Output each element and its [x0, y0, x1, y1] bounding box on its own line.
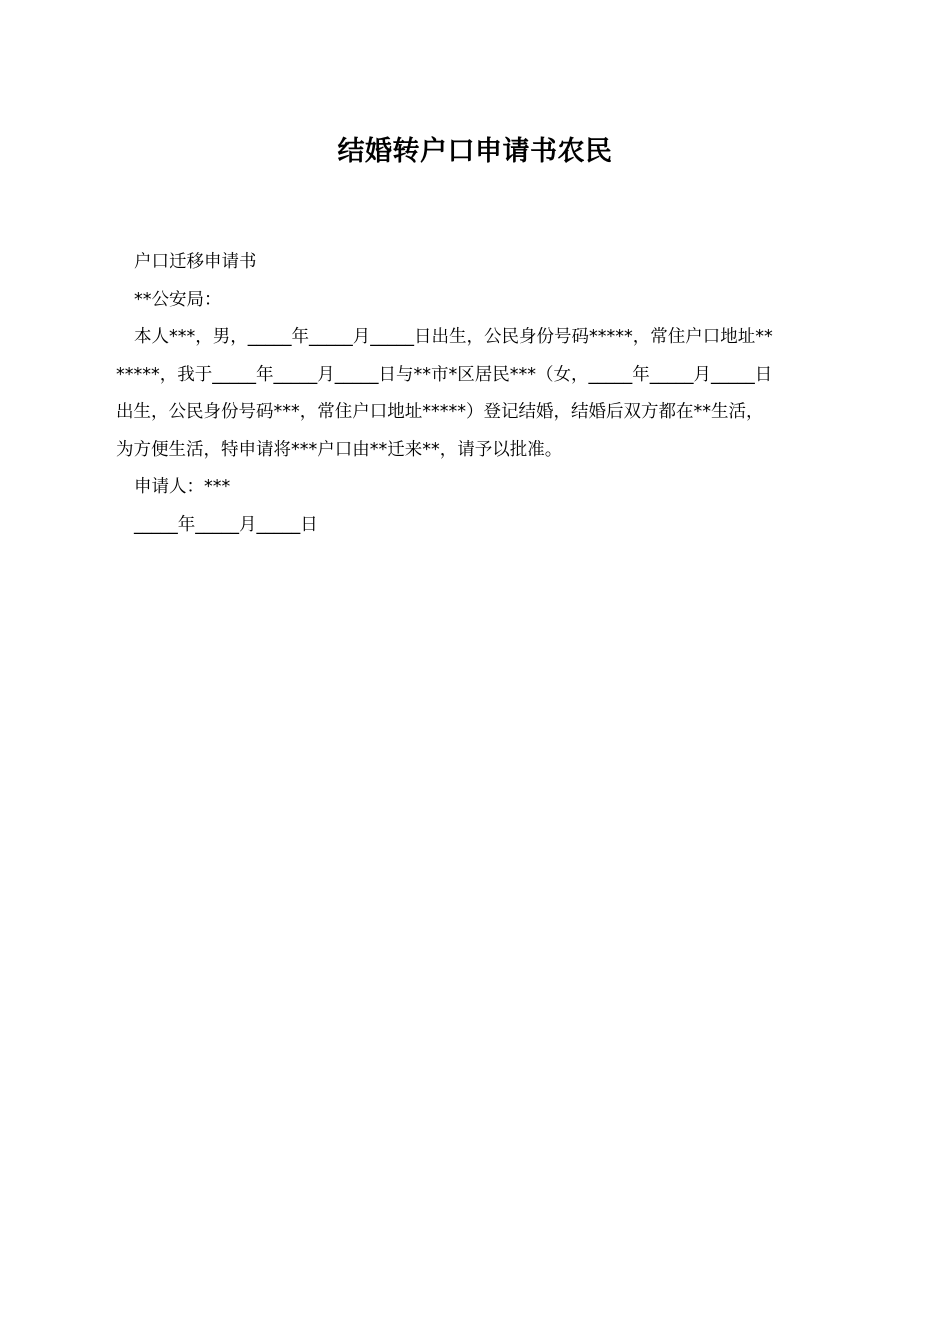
body-line-1: 本人***，男，_____年_____月_____日出生，公民身份号码*****，常住户口地址** [134, 327, 773, 347]
document-title: 结婚转户口申请书农民 [337, 136, 613, 167]
body-line-3: 出生，公民身份号码***，常住户口地址*****）登记结婚，结婚后双方都在**生活， [116, 402, 764, 422]
applicant-line: 申请人：*** [134, 477, 231, 497]
body-line-4: 为方便生活，特申请将***户口由**迁来**，请予以批准。 [116, 439, 563, 460]
body-line-2: *****，我于_____年_____月_____日与**市*区居民***（女，_____年_____月_____日 [116, 364, 773, 385]
date-line: _____年_____月_____日 [134, 514, 318, 535]
document-heading: 户口迁移申请书 [134, 252, 257, 272]
addressee-line: **公安局： [134, 289, 222, 310]
application-paragraph [116, 319, 836, 469]
document-body [116, 244, 836, 544]
